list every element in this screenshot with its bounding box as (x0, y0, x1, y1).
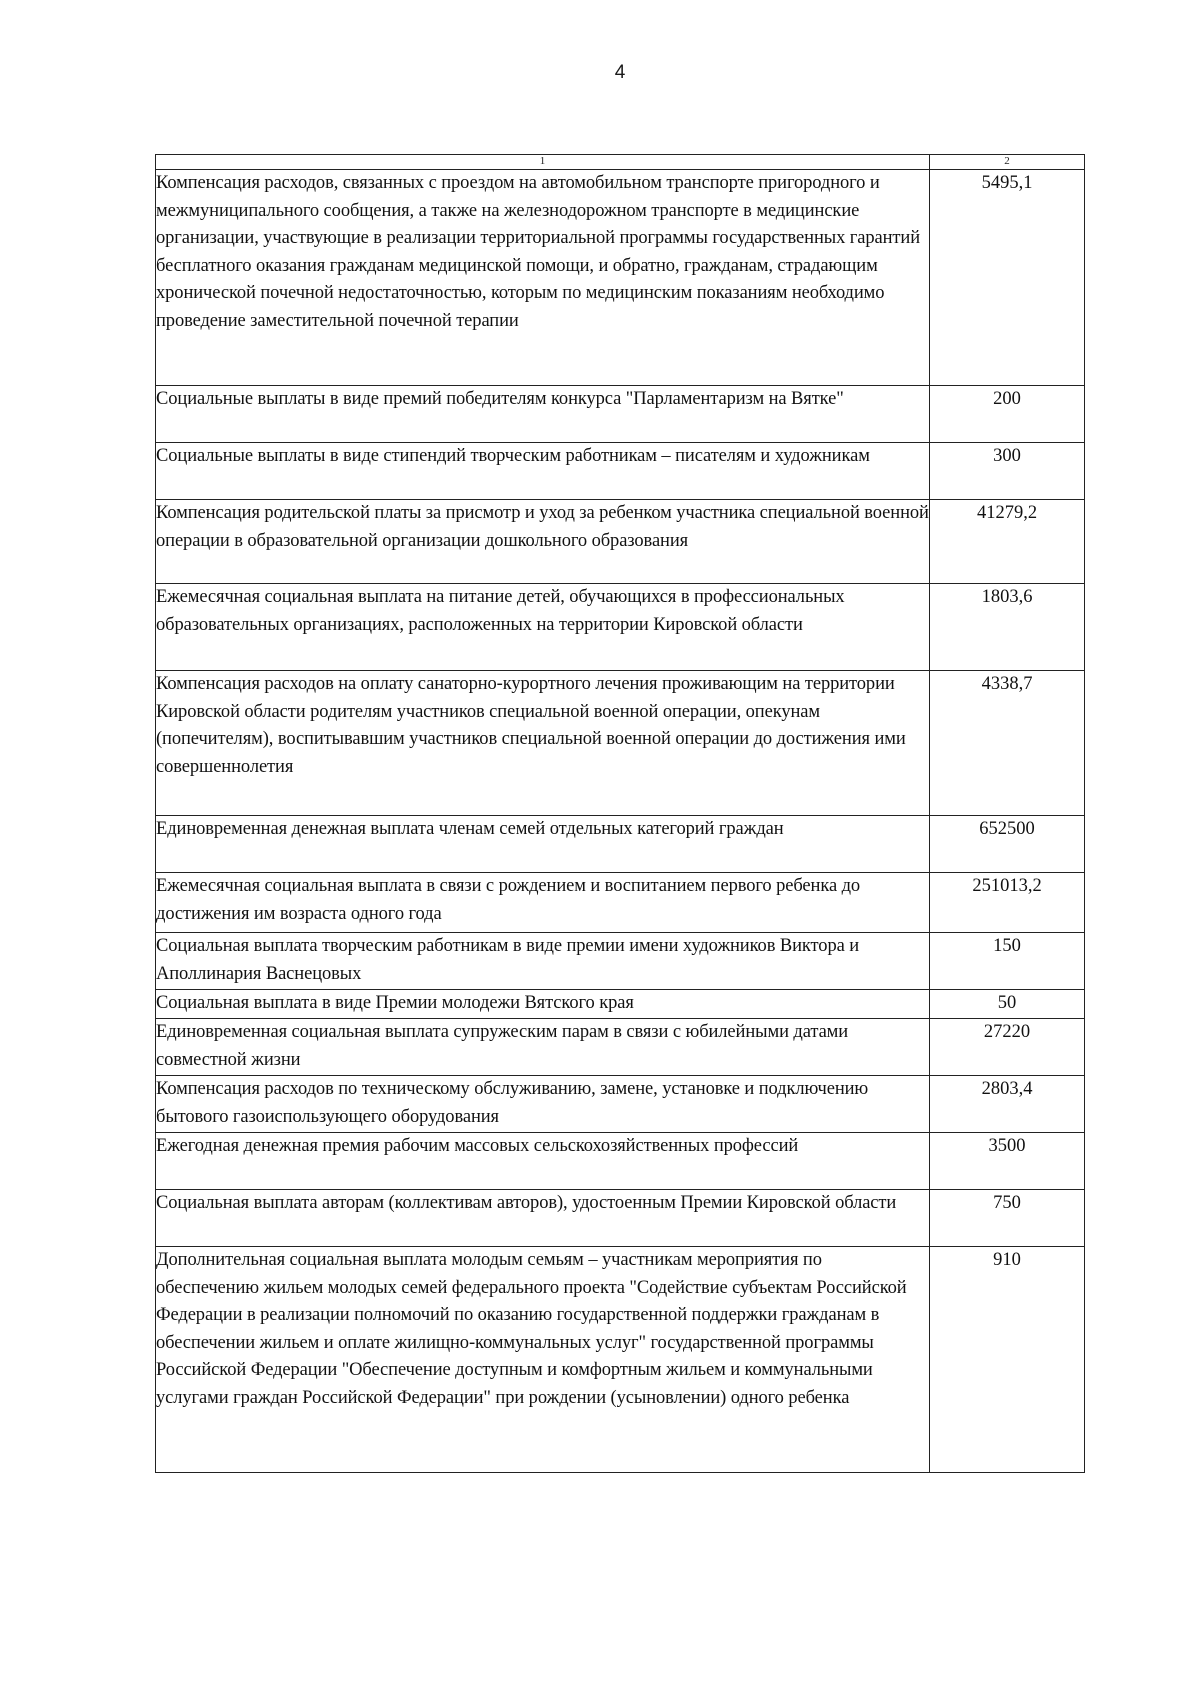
table-row (156, 1019, 1085, 1076)
row-description: Компенсация родительской платы за присмотр и уход за ребенком участника специальной военной операции в образовательной организации дошкольного образования (156, 500, 930, 584)
row-description: Ежегодная денежная премия рабочим массовых сельскохозяйственных профессий (156, 1133, 930, 1190)
payments-table (155, 154, 1085, 1473)
row-value: 50 (930, 990, 1085, 1019)
table-row (156, 816, 1085, 873)
row-description: Единовременная денежная выплата членам семей отдельных категорий граждан (156, 816, 930, 873)
page-number: 4 (614, 62, 626, 83)
row-value: 150 (930, 933, 1085, 990)
row-value: 910 (930, 1247, 1085, 1473)
table-row (156, 443, 1085, 500)
column-number-2: 2 (930, 155, 1085, 170)
row-value: 3500 (930, 1133, 1085, 1190)
row-description: Социальные выплаты в виде премий победителям конкурса "Парламентаризм на Вятке" (156, 386, 930, 443)
table-row (156, 1190, 1085, 1247)
row-description: Социальная выплата творческим работникам в виде премии имени художников Виктора и Аполлинария Васнецовых (156, 933, 930, 990)
row-description: Социальные выплаты в виде стипендий творческим работникам – писателям и художникам (156, 443, 930, 500)
row-description: Единовременная социальная выплата супружеским парам в связи с юбилейными датами совместной жизни (156, 1019, 930, 1076)
row-description: Дополнительная социальная выплата молодым семьям – участникам мероприятия по обеспечению жильем молодых семей федерального проекта "Содействие субъектам Российской Федерации в реализации полномочий по оказанию государственной поддержки гражданам в обеспечении жильем и оплате жилищно-коммунальных услуг" государственной программы Российской Федерации "Обеспечение доступным и комфортным жильем и коммунальными услугами граждан Российской Федерации" при рождении (усыновлении) одного ребенка (156, 1247, 930, 1473)
row-description: Социальная выплата авторам (коллективам авторов), удостоенным Премии Кировской области (156, 1190, 930, 1247)
table-row (156, 1247, 1085, 1473)
table-row (156, 873, 1085, 933)
table-header-row (156, 155, 1085, 170)
table-row (156, 671, 1085, 816)
table-row (156, 584, 1085, 671)
table-row (156, 990, 1085, 1019)
row-value: 251013,2 (930, 873, 1085, 933)
column-number-1: 1 (156, 155, 930, 170)
row-value: 4338,7 (930, 671, 1085, 816)
row-description: Ежемесячная социальная выплата на питание детей, обучающихся в профессиональных образовательных организациях, расположенных на территории Кировской области (156, 584, 930, 671)
row-description: Социальная выплата в виде Премии молодежи Вятского края (156, 990, 930, 1019)
row-description: Компенсация расходов, связанных с проездом на автомобильном транспорте пригородного и межмуниципального сообщения, а также на железнодорожном транспорте в медицинские организации, участвующие в реализации территориальной программы государственных гарантий бесплатного оказания гражданам медицинской помощи, и обратно, гражданам, страдающим хронической почечной недостаточностью, которым по медицинским показаниям необходимо проведение заместительной почечной терапии (156, 170, 930, 386)
row-value: 41279,2 (930, 500, 1085, 584)
table-row (156, 933, 1085, 990)
row-value: 5495,1 (930, 170, 1085, 386)
table-row (156, 170, 1085, 386)
row-value: 300 (930, 443, 1085, 500)
table-row (156, 386, 1085, 443)
row-value: 652500 (930, 816, 1085, 873)
row-value: 750 (930, 1190, 1085, 1247)
row-value: 1803,6 (930, 584, 1085, 671)
row-description: Ежемесячная социальная выплата в связи с рождением и воспитанием первого ребенка до достижения им возраста одного года (156, 873, 930, 933)
row-description: Компенсация расходов на оплату санаторно-курортного лечения проживающим на территории Кировской области родителям участников специальной военной операции, опекунам (попечителям), воспитывавшим участников специальной военной операции до достижения ими совершеннолетия (156, 671, 930, 816)
row-value: 27220 (930, 1019, 1085, 1076)
table-row (156, 1133, 1085, 1190)
row-value: 2803,4 (930, 1076, 1085, 1133)
row-value: 200 (930, 386, 1085, 443)
row-description: Компенсация расходов по техническому обслуживанию, замене, установке и подключению бытового газоиспользующего оборудования (156, 1076, 930, 1133)
table-row (156, 500, 1085, 584)
table-row (156, 1076, 1085, 1133)
